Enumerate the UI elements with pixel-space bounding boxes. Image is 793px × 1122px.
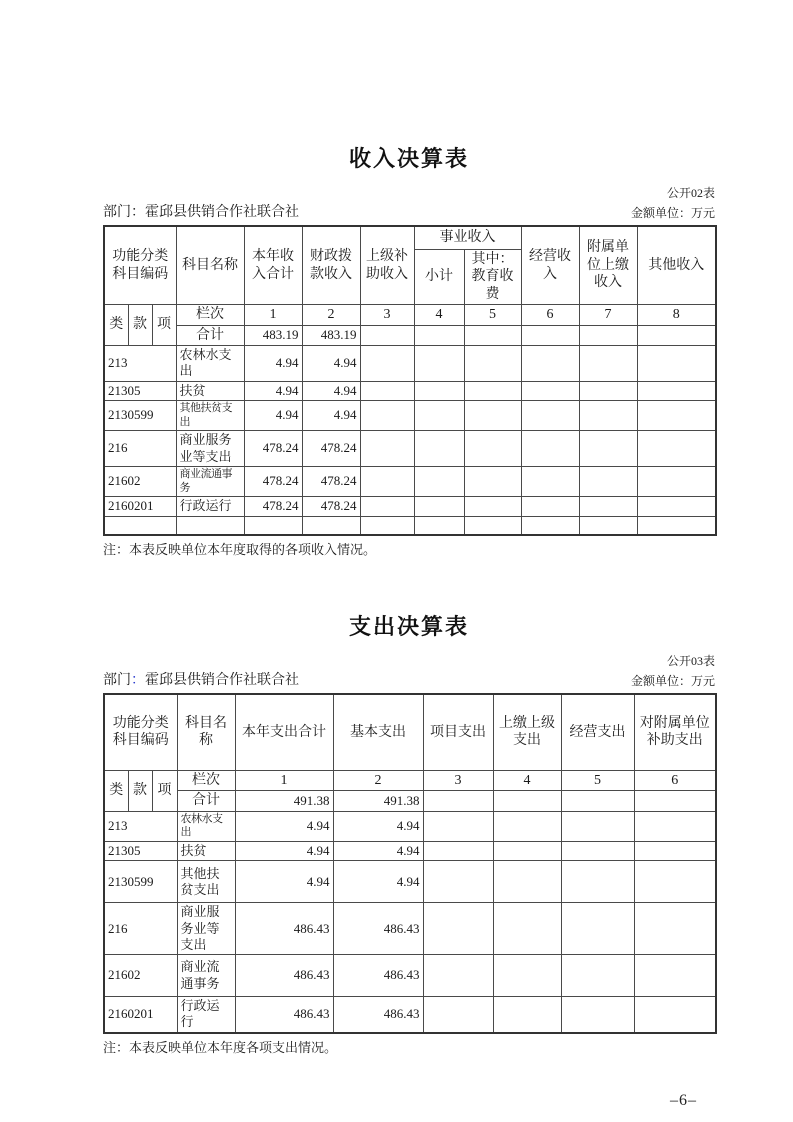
expense-table-row [104, 811, 716, 842]
row-v1: 4.94 [235, 861, 333, 903]
income-col-num: 6 [521, 305, 579, 326]
row-code: 21305 [104, 842, 177, 861]
expense-col-num: 6 [634, 770, 716, 791]
expense-total-v1: 491.38 [235, 791, 333, 812]
row-v1: 4.94 [235, 842, 333, 861]
row-subject: 行政运行 [176, 497, 244, 516]
row-v2: 486.43 [333, 903, 423, 955]
row-v2: 478.24 [302, 497, 360, 516]
row-code: 2130599 [104, 400, 176, 431]
expense-col-num: 5 [561, 770, 634, 791]
row-v1: 4.94 [235, 811, 333, 842]
income-hdr-kuan: 款 [128, 305, 152, 346]
expense-col-num: 1 [235, 770, 333, 791]
row-subject: 商业流通事务 [176, 466, 244, 497]
expense-col-num: 2 [333, 770, 423, 791]
row-code: 2160201 [104, 997, 177, 1033]
income-total-label: 合计 [176, 325, 244, 346]
row-v2: 478.24 [302, 466, 360, 497]
expense-total-label: 合计 [177, 791, 235, 812]
income-col-num: 3 [360, 305, 414, 326]
expense-col-num: 4 [493, 770, 561, 791]
income-hdr-business-group: 事业收入 [414, 226, 521, 249]
expense-hdr-basic: 基本支出 [333, 694, 423, 770]
expense-hdr-xiang: 项 [152, 770, 177, 811]
row-v2: 4.94 [333, 861, 423, 903]
row-code: 21305 [104, 381, 176, 400]
income-table [103, 225, 717, 536]
row-v2: 478.24 [302, 431, 360, 467]
row-subject: 农林水支出 [176, 346, 244, 382]
row-code: 2130599 [104, 861, 177, 903]
expense-hdr-project: 项目支出 [423, 694, 493, 770]
expense-table-row [104, 903, 716, 955]
row-subject: 其他扶贫支出 [177, 861, 235, 903]
row-code: 213 [104, 811, 177, 842]
expense-dept-line [103, 671, 299, 691]
income-table-row [104, 497, 716, 516]
income-total-v1: 483.19 [244, 325, 302, 346]
income-table-row [104, 346, 716, 382]
income-hdr-other: 其他收入 [637, 226, 716, 305]
income-total-v2: 483.19 [302, 325, 360, 346]
row-code: 21602 [104, 466, 176, 497]
expense-hdr-operating: 经营支出 [561, 694, 634, 770]
row-v1: 4.94 [244, 400, 302, 431]
income-table-note: 注：本表反映单位本年度取得的各项收入情况。 [103, 542, 377, 557]
income-col-num: 2 [302, 305, 360, 326]
expense-hdr-class: 类 [104, 770, 128, 811]
expense-table-row [104, 861, 716, 903]
row-subject: 扶贫 [177, 842, 235, 861]
income-total-row [104, 325, 716, 346]
expense-table-note: 注：本表反映单位本年度各项支出情况。 [103, 1039, 338, 1055]
expense-total-v2: 491.38 [333, 791, 423, 812]
expense-table-row [104, 842, 716, 861]
row-subject: 行政运行 [177, 997, 235, 1033]
income-hdr-operating: 经营收入 [521, 226, 579, 305]
row-v2: 4.94 [302, 400, 360, 431]
row-v1: 486.43 [235, 955, 333, 997]
dept-colon: ： [131, 205, 145, 220]
row-subject: 其他扶贫支出 [176, 400, 244, 431]
row-v1: 478.24 [244, 431, 302, 467]
income-hdr-affiliated: 附属单位上缴收入 [579, 226, 637, 305]
row-v2: 486.43 [333, 955, 423, 997]
expense-table-row [104, 997, 716, 1033]
row-code: 216 [104, 431, 176, 467]
income-meta-row [103, 203, 715, 223]
row-subject: 商业服务业等支出 [176, 431, 244, 467]
row-v2: 4.94 [333, 811, 423, 842]
income-hdr-education: 其中：教育收费 [464, 249, 521, 305]
income-dept-line [103, 203, 299, 223]
row-v1: 478.24 [244, 466, 302, 497]
row-v1: 4.94 [244, 381, 302, 400]
expense-col-num: 3 [423, 770, 493, 791]
row-v1: 486.43 [235, 903, 333, 955]
dept-label: 部门 [103, 673, 131, 688]
expense-hdr-kuan: 款 [128, 770, 152, 811]
expense-meta-row [103, 671, 715, 691]
row-v2: 4.94 [333, 842, 423, 861]
row-code: 216 [104, 903, 177, 955]
income-table-row [104, 466, 716, 497]
income-hdr-subject: 科目名称 [176, 226, 244, 305]
income-table-row [104, 431, 716, 467]
row-code: 2160201 [104, 497, 176, 516]
expense-table [103, 693, 717, 1034]
income-unit-label: 金额单位：万元 [630, 206, 715, 220]
row-v2: 4.94 [302, 346, 360, 382]
expense-table-title: 支出决算表 [348, 615, 469, 640]
income-col-num: 8 [637, 305, 716, 326]
income-hdr-xiang: 项 [152, 305, 176, 346]
row-v1: 478.24 [244, 497, 302, 516]
row-v1: 486.43 [235, 997, 333, 1033]
expense-hdr-subject: 科目名称 [177, 694, 235, 770]
row-subject: 农林水支出 [177, 811, 235, 842]
expense-hdr-func-code: 功能分类科目编码 [104, 694, 177, 770]
row-v2: 486.43 [333, 997, 423, 1033]
expense-hdr-affiliated: 对附属单位补助支出 [634, 694, 716, 770]
dept-colon: ： [131, 673, 145, 688]
income-table-row [104, 400, 716, 431]
page-content [103, 0, 715, 1110]
dept-name: 霍邱县供销合作社联合社 [145, 205, 299, 220]
expense-hdr-upturn: 上缴上级支出 [493, 694, 561, 770]
row-v2: 4.94 [302, 381, 360, 400]
income-empty-row [104, 516, 716, 535]
income-table-title: 收入决算表 [348, 147, 469, 172]
expense-total-row [104, 791, 716, 812]
income-table-row [104, 381, 716, 400]
income-hdr-total: 本年收入合计 [244, 226, 302, 305]
row-subject: 扶贫 [176, 381, 244, 400]
income-hdr-fiscal: 财政拨款收入 [302, 226, 360, 305]
income-col-num: 4 [414, 305, 464, 326]
expense-unit-label: 金额单位：万元 [630, 674, 715, 688]
page-number: –6– [670, 1091, 697, 1109]
income-lanci-label: 栏次 [176, 305, 244, 326]
row-code: 21602 [104, 955, 177, 997]
income-doc-code: 公开02表 [666, 186, 715, 200]
expense-hdr-total: 本年支出合计 [235, 694, 333, 770]
row-subject: 商业流通事务 [177, 955, 235, 997]
row-v1: 4.94 [244, 346, 302, 382]
expense-lanci-label: 栏次 [177, 770, 235, 791]
dept-label: 部门 [103, 205, 131, 220]
expense-table-row [104, 955, 716, 997]
income-hdr-class: 类 [104, 305, 128, 346]
income-hdr-func-code: 功能分类科目编码 [104, 226, 176, 305]
row-code: 213 [104, 346, 176, 382]
row-subject: 商业服务业等支出 [177, 903, 235, 955]
expense-doc-code: 公开03表 [666, 654, 715, 668]
dept-name: 霍邱县供销合作社联合社 [145, 673, 299, 688]
income-col-num: 5 [464, 305, 521, 326]
income-hdr-subsidy: 上级补助收入 [360, 226, 414, 305]
income-hdr-subtotal: 小计 [414, 249, 464, 305]
income-col-num: 1 [244, 305, 302, 326]
income-col-num: 7 [579, 305, 637, 326]
